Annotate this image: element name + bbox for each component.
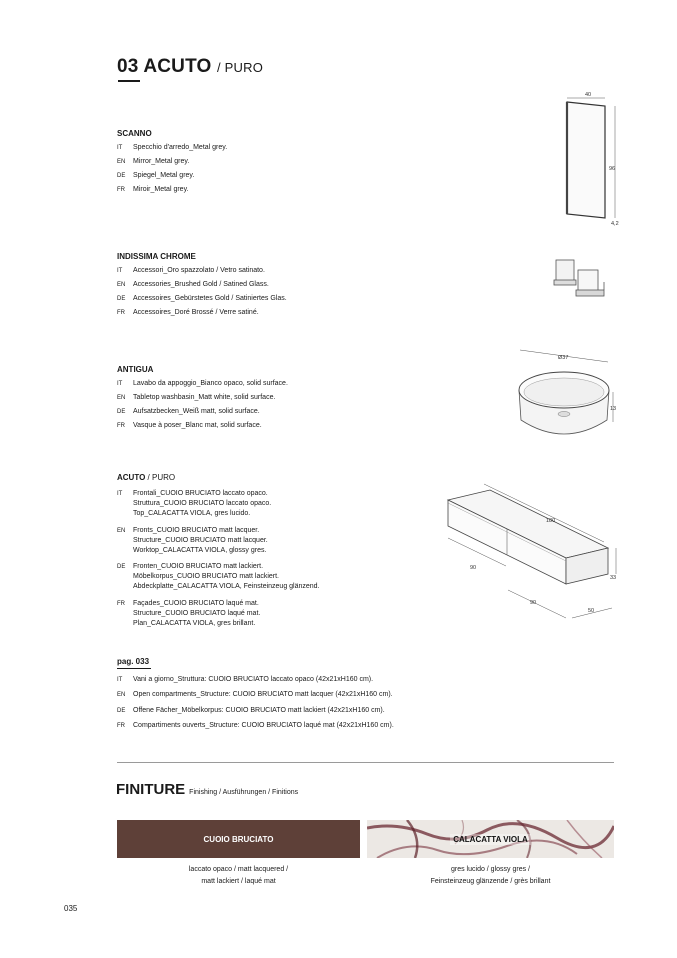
page-number: 035 — [64, 904, 78, 913]
washbasin-height-label: 13 — [610, 406, 617, 412]
mirror-width-label: 40 — [585, 92, 592, 98]
cabinet-height-label: 33 — [610, 575, 617, 581]
mirror-drawing — [555, 88, 635, 233]
cabinet-part-a-label: 90 — [470, 565, 477, 571]
title-underline — [118, 80, 140, 82]
mirror-height-label: 96 — [609, 166, 616, 172]
swatch-label: CUOIO BRUCIATO — [203, 834, 274, 844]
swatch-label: CALACATTA VIOLA — [450, 834, 531, 845]
divider — [117, 762, 614, 763]
title-name: ACUTO — [143, 56, 212, 77]
accessories-drawing — [550, 256, 612, 306]
swatch-caption: gres lucido / glossy gres / Feinsteinzeug glänzende / grès brillant — [430, 866, 551, 885]
cabinet-drawing — [440, 478, 630, 623]
section-title-antigua: ANTIGUA — [117, 365, 154, 374]
page-title — [117, 56, 263, 78]
cabinet-depth-label: 50 — [588, 608, 595, 614]
title-subtitle: / PURO — [217, 60, 264, 75]
section-title-acuto: ACUTO / PURO — [117, 473, 176, 482]
section-title-indissima: INDISSIMA CHROME — [117, 252, 196, 261]
finiture-title: FINITURE Finishing / Ausführungen / Finitions — [116, 781, 299, 798]
washbasin-drawing — [512, 344, 622, 444]
swatch-calacatta-viola — [367, 820, 614, 858]
title-number: 03 — [117, 56, 139, 77]
pag-title: pag. 033 — [117, 657, 150, 666]
pag-underline — [117, 668, 151, 669]
swatch-caption: laccato opaco / matt lacquered / matt lackiert / laqué mat — [188, 866, 289, 885]
swatch-cuoio-bruciato — [117, 820, 360, 858]
mirror-depth-label: 4,2 — [611, 221, 619, 227]
cabinet-part-b-label: 90 — [530, 600, 537, 606]
section-title-scanno: SCANNO — [117, 129, 152, 138]
cabinet-length-label: 180 — [546, 518, 556, 524]
washbasin-diameter-label: Ø37 — [558, 355, 569, 361]
